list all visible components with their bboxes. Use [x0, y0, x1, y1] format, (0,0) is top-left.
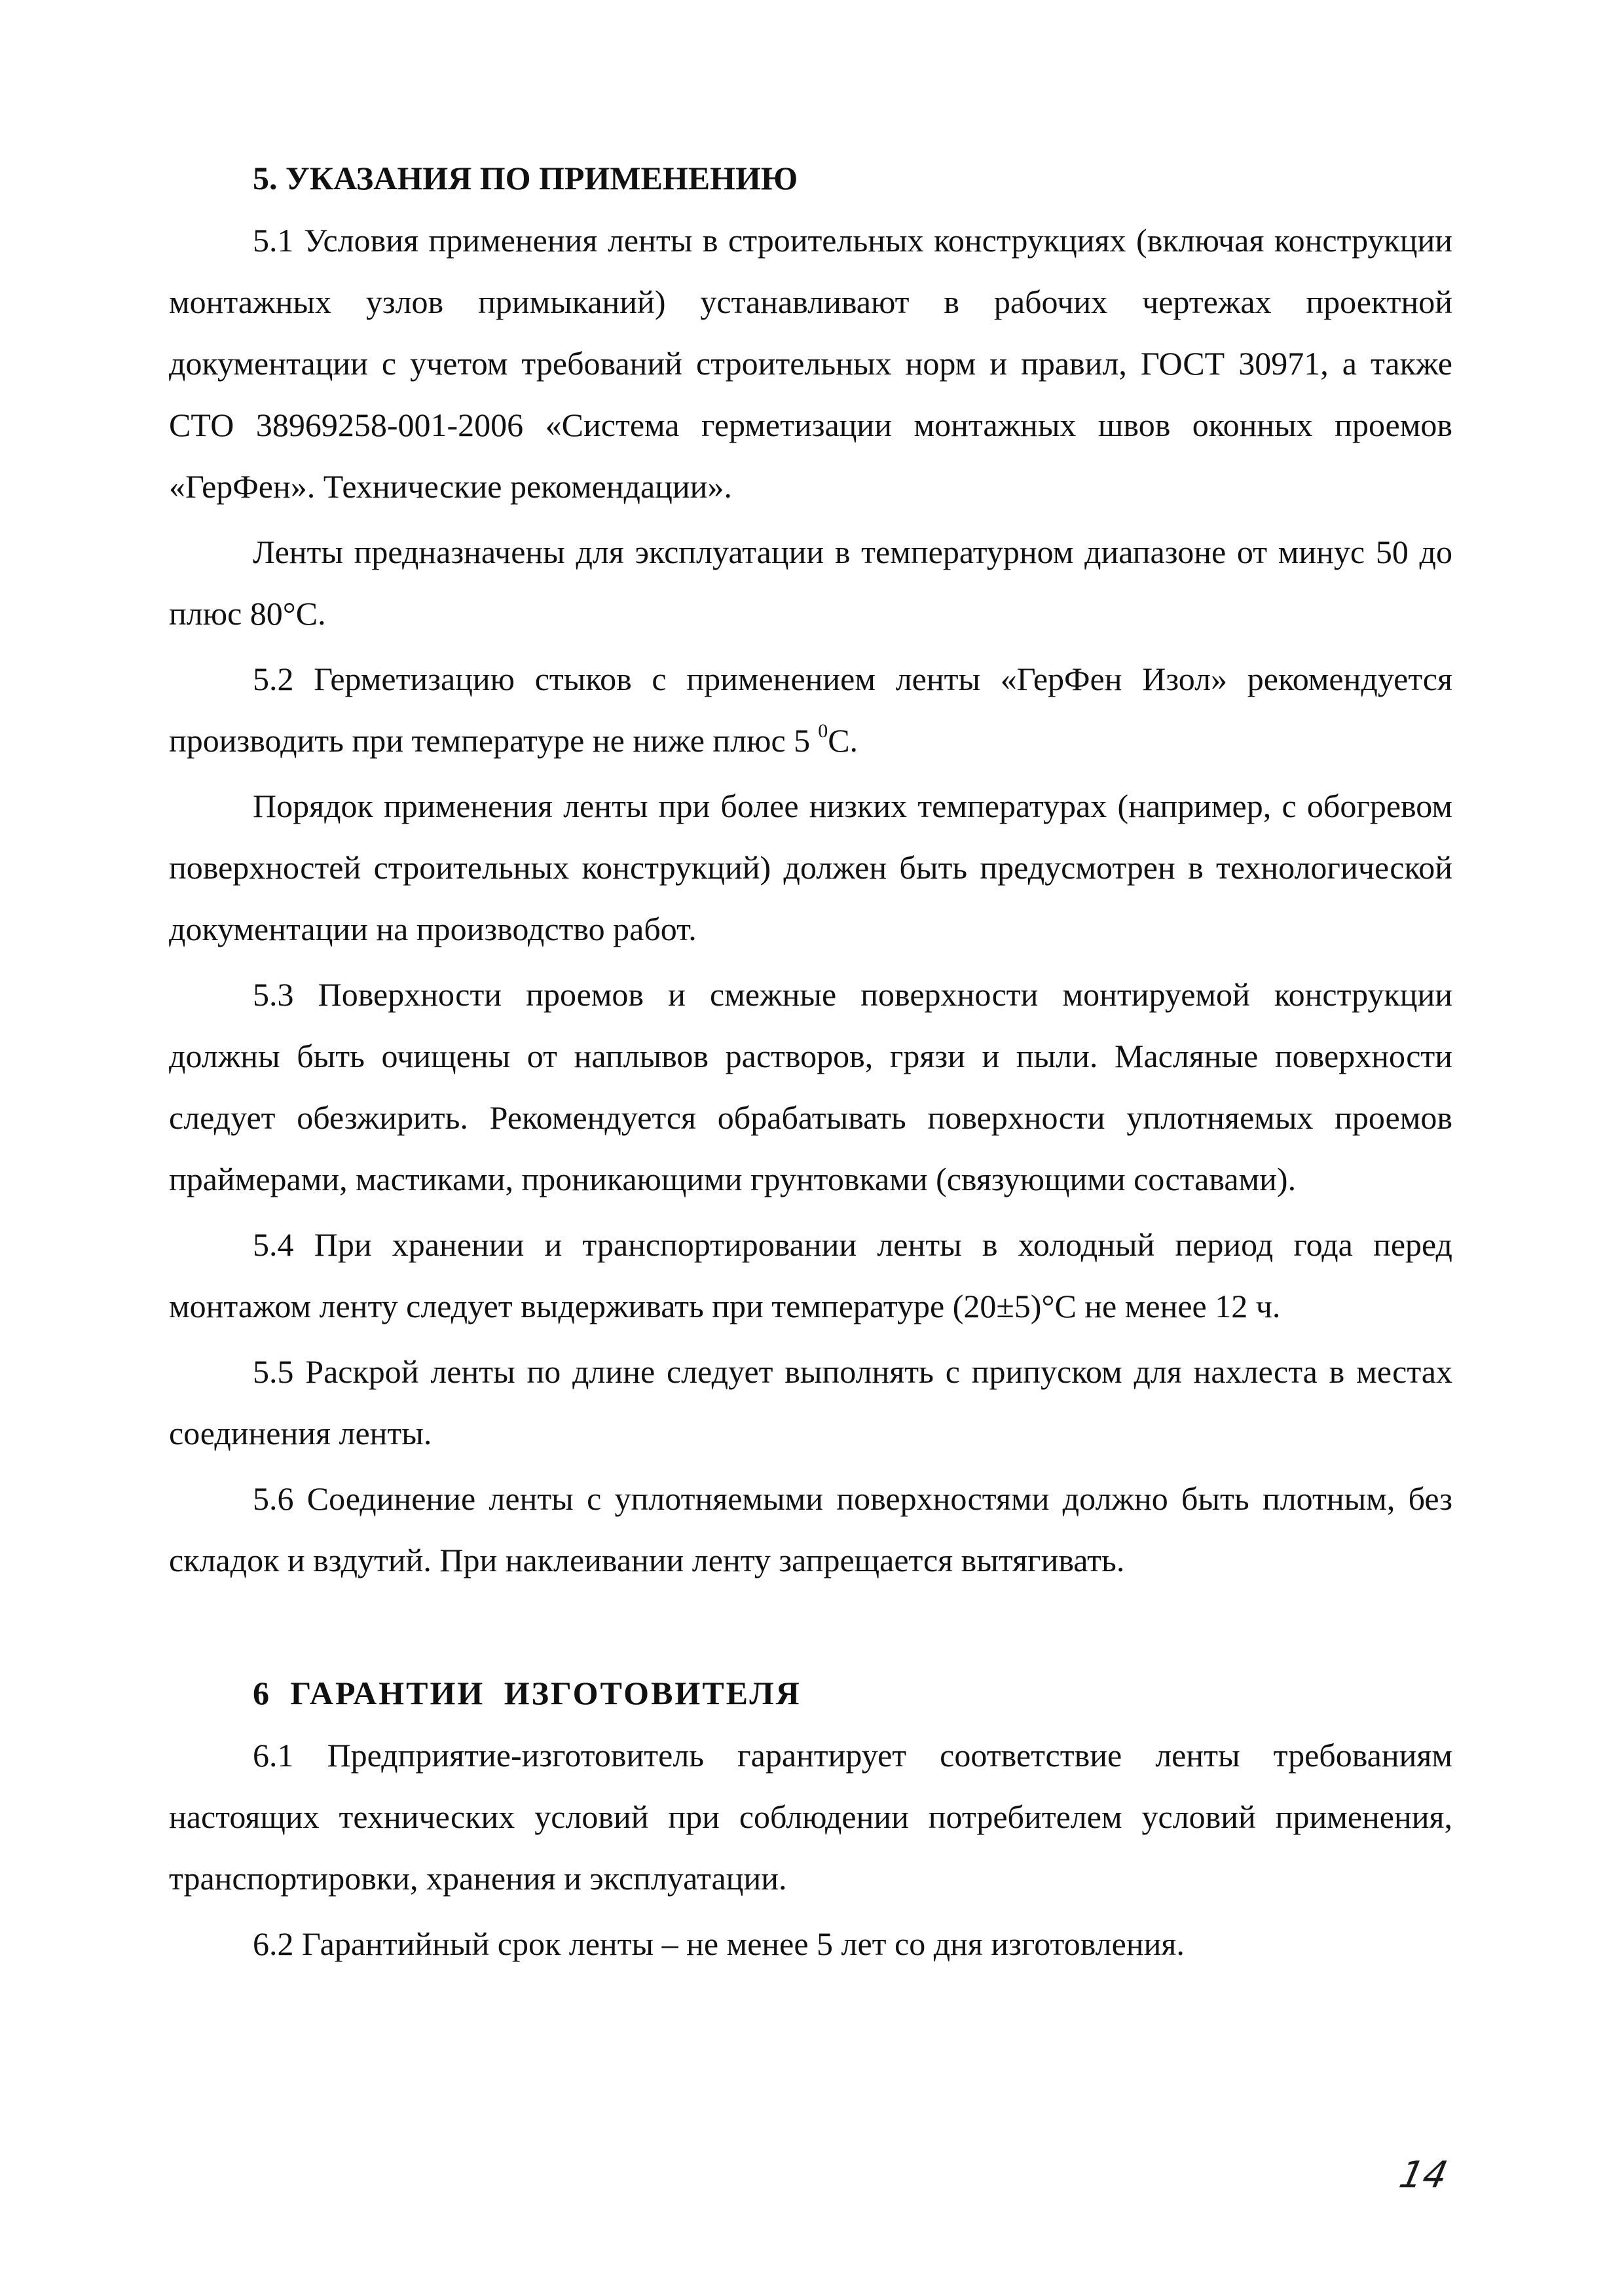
page-content	[169, 152, 1452, 1978]
paragraph-5-1-temperature-range: Ленты предназначены для эксплуатации в температурном диапазоне от минус 50 до плюс 80°С.	[169, 534, 1452, 632]
paragraph-5-1: 5.1 Условия применения ленты в строительных конструкциях (включая конструкции монтажных узлов примыканий) устанавливают в рабочих чертежах проектной документации с учетом требований строительных норм и правил, ГОСТ 30971, а также СТО 38969258-001-2006 «Система герметизации монтажных швов оконных проемов «ГерФен». Технические рекомендации».	[169, 222, 1452, 505]
handwritten-page-number: 14	[1395, 2154, 1452, 2196]
paragraph-5-2	[169, 648, 1452, 771]
paragraph-5-5: 5.5 Раскрой ленты по длине следует выполнять с припуском для нахлеста в местах соединения ленты.	[169, 1353, 1452, 1451]
section-5-heading: 5. УКАЗАНИЯ ПО ПРИМЕНЕНИЮ	[253, 160, 798, 196]
section-6-heading: 6 ГАРАНТИИ ИЗГОТОВИТЕЛЯ	[253, 1675, 802, 1711]
paragraph-5-2-text: 5.2 Герметизацию стыков с применением ленты «ГерФен Изол» рекомендуется производить при температуре не ниже плюс 5	[169, 661, 1452, 759]
paragraph-5-2-low-temperature: Порядок применения ленты при более низких температурах (например, с обогревом поверхностей строительных конструкций) должен быть предусмотрен в технологической документации на производство работ.	[169, 788, 1452, 947]
degree-superscript: 0	[818, 720, 828, 742]
paragraph-5-2-unit: С.	[828, 722, 858, 759]
paragraph-5-3: 5.3 Поверхности проемов и смежные поверхности монтируемой конструкции должны быть очищены от наплывов растворов, грязи и пыли. Масляные поверхности следует обезжирить. Рекомендуется обрабатывать поверхности уплотняемых проемов праймерами, мастиками, проникающими грунтовками (связующими составами).	[169, 976, 1452, 1197]
paragraph-6-2: 6.2 Гарантийный срок ленты – не менее 5 лет со дня изготовления.	[253, 1925, 1185, 1962]
paragraph-6-1: 6.1 Предприятие-изготовитель гарантирует соответствие ленты требованиям настоящих технических условий при соблюдении потребителем условий применения, транспортировки, хранения и эксплуатации.	[169, 1737, 1452, 1897]
paragraph-5-6: 5.6 Соединение ленты с уплотняемыми поверхностями должно быть плотным, без складок и вздутий. При наклеивании ленту запрещается вытягивать.	[169, 1480, 1452, 1578]
paragraph-5-4: 5.4 При хранении и транспортировании ленты в холодный период года перед монтажом ленту следует выдерживать при температуре (20±5)°С не менее 12 ч.	[169, 1226, 1452, 1324]
